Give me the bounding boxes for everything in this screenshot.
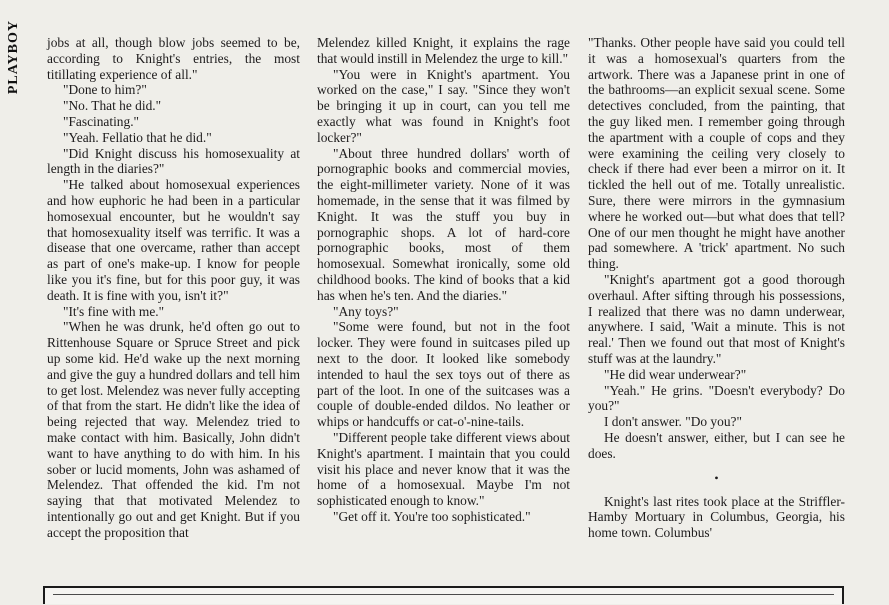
paragraph: "Some were found, but not in the foot locker. They were found in suitcases piled up next to the door. It looked like somebody intended to haul the sex toys out of there as part of the loot. In one of the suitcases was a couple of double-ended dildos. No leather or whips or handcuffs or cat-o'-nine-tails.	[317, 319, 570, 430]
paragraph: He doesn't answer, either, but I can see he does.	[588, 429, 845, 461]
paragraph: "Done to him?"	[63, 82, 147, 98]
paragraph: "It's fine with me."	[63, 303, 165, 319]
paragraph: jobs at all, though blow jobs seemed to be, according to Knight's entries, the most titillating experience of all."	[47, 35, 300, 82]
magazine-sidebar	[3, 20, 25, 170]
paragraph: "He talked about homosexual experiences and how euphoric he had been in a particular homosexual encounter, but he wouldn't say that homosexuality itself was terrific. It was a disease that one overcame, rather than accept as part of one's make-up. I know for people like you it's fine, but for this poor guy, it was death. It is fine with you, isn't it?"	[47, 177, 300, 303]
paragraph: "Thanks. Other people have said you could tell it was a homosexual's quarters from the artwork. There was a Japanese print in one of the bathrooms—an explicit sexual scene. Some detectives concluded, from the painting, that the guy liked men. I remember going through the apartment with a couple of cops and they were examining the ceiling very closely to check if there had ever been a mirror on it. It tickled the hell out of me. Totally unrealistic. Sure, there were mirrors in the gymnasium where he worked out—but what does that tell? One of our men thought he might have another pad somewhere. A 'trick' apartment. No such thing.	[588, 35, 845, 272]
paragraph: "You were in Knight's apartment. You worked on the case," I say. "Since they won't be bringing it up in court, can you tell me exactly what was found in Knight's foot locker?"	[317, 66, 570, 145]
boxed-sidebar-frame	[43, 586, 844, 604]
paragraph: "About three hundred dollars' worth of pornographic books and commercial movies, the eight-millimeter variety. None of it was homemade, in the sense that it was filmed by Knight. It was the stuff you buy in pornographic shops. A lot of hard-core pornographic books, most of them homosexual. Somewhat ironically, some old childhood books. The kind of books that a kid has when he's ten. And the diaries."	[317, 145, 570, 303]
paragraph: "Get off it. You're too sophisticated."	[333, 508, 531, 524]
paragraph: "He did wear underwear?"	[604, 366, 747, 382]
article-column-2	[317, 35, 570, 525]
paragraph: I don't answer. "Do you?"	[604, 414, 742, 430]
paragraph: "Did Knight discuss his homosexuality at length in the diaries?"	[47, 145, 300, 177]
paragraph: "Knight's apartment got a good thorough overhaul. After sifting through his possessions, I realized that there was no damn underwear, anywhere. I said, 'Wait a minute. This is not real.' Then we found out that most of Knight's stuff was at the laundry."	[588, 271, 845, 366]
article-column-1	[47, 35, 300, 541]
paragraph: "No. That he did."	[63, 98, 162, 114]
section-separator-bullet: •	[714, 470, 719, 485]
paragraph: "Different people take different views about Knight's apartment. I maintain that you could visit his place and never know that it was the home of a homosexual. Maybe I'm not sophisticated enough to know."	[317, 429, 570, 509]
article-column-3	[588, 35, 845, 541]
magazine-title: PLAYBOY	[6, 20, 21, 95]
paragraph: "Any toys?"	[333, 303, 399, 319]
paragraph: "Yeah." He grins. "Doesn't everybody? Do you?"	[588, 382, 845, 414]
paragraph: Knight's last rites took place at the Striffler-Hamby Mortuary in Columbus, Georgia, his home town. Columbus'	[588, 493, 845, 541]
paragraph: "Fascinating."	[63, 113, 140, 129]
paragraph: "Yeah. Fellatio that he did."	[63, 129, 212, 145]
paragraph: "When he was drunk, he'd often go out to Rittenhouse Square or Spruce Street and pick up some kid. He'd wake up the next morning and give the guy a hundred dollars and tell him to get lost. Melendez was never fully accepting of that from the start. He didn't like the idea of being rejected that way. Melendez tried to make contact with him. Basically, John didn't want to have anything to do with him. In his sober or lucid moments, John was ashamed of Melendez. That offended the kid. I'm not saying that that motivated Melendez to intentionally go out and get Knight. But if you accept the proposition that	[47, 319, 300, 540]
paragraph: Melendez killed Knight, it explains the rage that would instill in Melendez the urge to kill."	[317, 35, 570, 66]
box-rule	[53, 594, 834, 595]
